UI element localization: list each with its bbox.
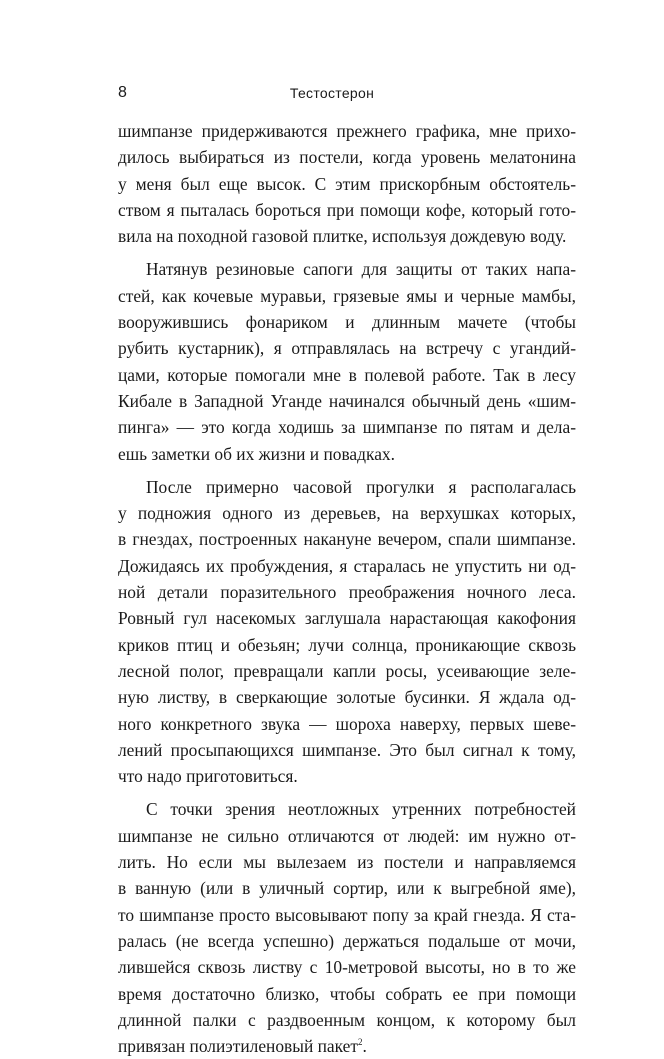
text-line: ную листву, в сверкающие золотые бусинки. Я ждала од- (118, 687, 576, 708)
text-line: длинной палки с раздвоенным концом, к которому был (118, 1009, 576, 1030)
text-line: ством я пыталась бороться при помощи кофе, который гото- (118, 199, 576, 220)
running-header: Тестостерон (289, 85, 375, 101)
text-line: шимпанзе придерживаются прежнего графика, мне прихо- (118, 121, 576, 141)
text-line: лившейся сквозь листву с 10-метровой высоты, но в то же (118, 957, 576, 978)
text-line: время достаточно близко, чтобы собрать ее при помощи (118, 983, 576, 1004)
text-line: лесной полог, превращали капли росы, усеивающие зеле- (118, 660, 576, 681)
text-line: Кибале в Западной Уганде начинался обычный день «шим- (118, 390, 576, 411)
text-line: ного конкретного звука — шороха наверху, первых шеве- (118, 713, 576, 734)
text-line: в гнездах, построенных накануне вечером, спали шимпанзе. (118, 529, 576, 550)
page-number: 8 (118, 84, 127, 101)
text-line: стей, как кочевые муравьи, грязевые ямы и черные мамбы, (118, 285, 576, 306)
text-line: что надо приготовиться. (118, 766, 298, 787)
text-line: то шимпанзе просто высовывают попу за край гнезда. Я ста- (118, 904, 576, 925)
text-line: у подножия одного из деревьев, на верхушках которых, (118, 503, 576, 524)
text-line: ралась (не всегда успешно) держаться подальше от мочи, (118, 930, 576, 951)
text-line: у меня был еще высок. С этим прискорбным обстоятель- (118, 173, 576, 194)
text-line: вила на походной газовой плитке, используя дождевую воду. (118, 226, 567, 247)
paragraph (118, 796, 576, 1059)
text-line: привязан полиэтиленовый пакет$^2$. (118, 1036, 367, 1057)
text-line: рубить кустарник), я отправлялась на встречу с угандий- (118, 338, 576, 359)
text-line: ешь заметки об их жизни и повадках. (118, 443, 395, 464)
paragraph-gap (118, 467, 576, 474)
text-line: в ванную (или в уличный сортир, или к выгребной яме), (118, 878, 576, 899)
text-line: Дожидаясь их пробуждения, я старалась не упустить ни од- (118, 555, 576, 576)
paragraph (118, 474, 576, 790)
text-line: лить. Но если мы вылезаем из постели и направляемся (118, 852, 576, 873)
paragraph (118, 118, 576, 249)
text-line: криков птиц и обезьян; лучи солнца, проникающие сквозь (118, 634, 576, 655)
text-line: лений просыпающихся шимпанзе. Это был сигнал к тому, (118, 739, 576, 760)
text-line: шимпанзе не сильно отличаются от людей: им нужно от- (118, 825, 576, 846)
text-line: дилось выбираться из постели, когда уровень мелатонина (118, 147, 576, 168)
paragraph-gap (118, 249, 576, 256)
text-line: пинга» — это когда ходишь за шимпанзе по пятам и дела- (118, 417, 576, 438)
text-line: цами, которые помогали мне в полевой работе. Так в лесу (118, 364, 576, 385)
paragraph (118, 256, 576, 466)
text-line: С точки зрения неотложных утренних потребностей (146, 799, 576, 820)
footnote-marker: 2 (357, 1037, 363, 1048)
body-text (118, 118, 576, 1059)
text-line: Ровный гул насекомых заглушала нарастающая какофония (118, 608, 576, 629)
text-line: ной детали поразительного преображения ночного леса. (118, 582, 576, 603)
text-line: вооружившись фонариком и длинным мачете (чтобы (118, 312, 576, 333)
text-line: После примерно часовой прогулки я располагалась (146, 476, 576, 497)
text-line: Натянув резиновые сапоги для защиты от таких напа- (146, 259, 576, 280)
paragraph-gap (118, 789, 576, 796)
